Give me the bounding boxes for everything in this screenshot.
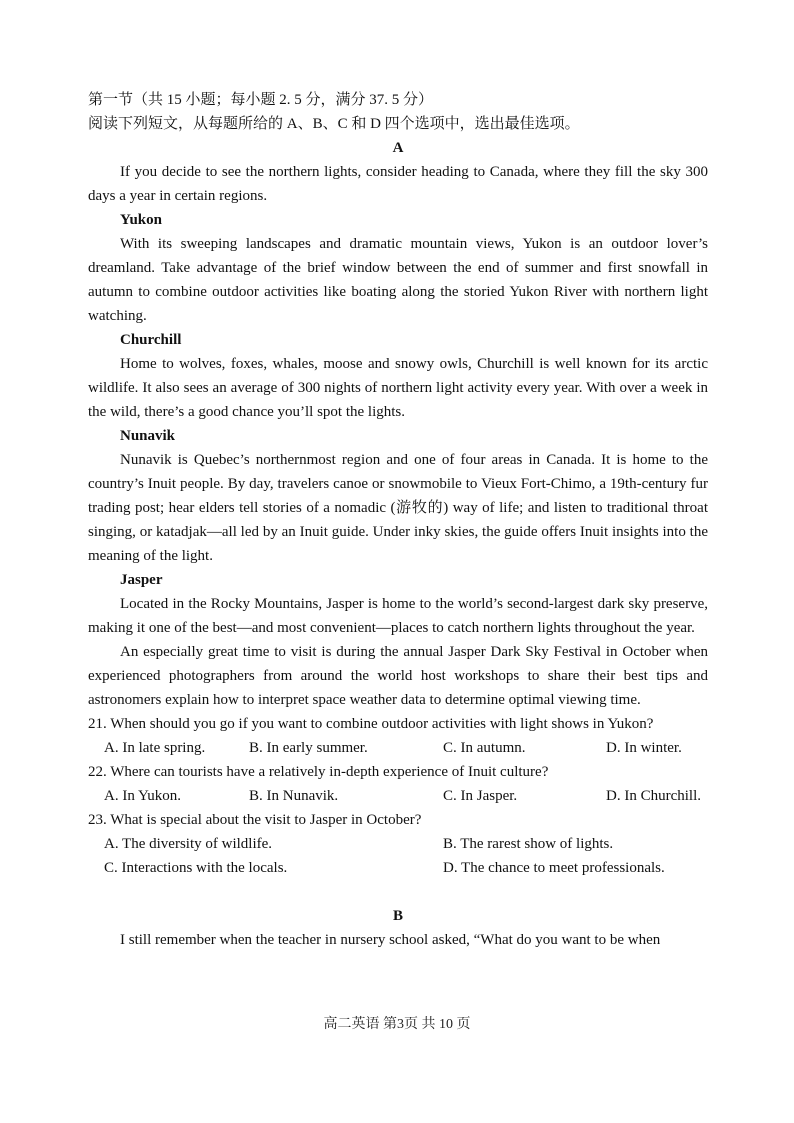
question-23-option-d: D. The chance to meet professionals. <box>443 860 665 876</box>
page-content <box>88 88 708 952</box>
question-21-option-d: D. In winter. <box>606 740 682 756</box>
section-heading-yukon: Yukon <box>120 212 162 228</box>
question-23-options-row-1 <box>88 832 708 856</box>
question-22-option-c: C. In Jasper. <box>443 788 518 804</box>
question-21-options <box>88 736 708 760</box>
question-22-stem: 22. Where can tourists have a relatively in-depth experience of Inuit culture? <box>88 764 549 780</box>
section-paragraph-yukon: With its sweeping landscapes and dramatic mountain views, Yukon is an outdoor lover’s dreamland. Take advantage of the brief window between the end of summer and first snowfall in autumn to combine outdoor activities like boating along the storied Yukon River with northern light watching. <box>88 236 708 324</box>
question-23-stem: 23. What is special about the visit to Jasper in October? <box>88 812 422 828</box>
passage-a-title: A <box>392 140 404 156</box>
question-22-options <box>88 784 708 808</box>
question-23-option-a: A. The diversity of wildlife. <box>104 836 273 852</box>
question-21-option-c: C. In autumn. <box>443 740 526 756</box>
instructions: 阅读下列短文，从每题所给的 A、B、C 和 D 四个选项中，选出最佳选项。 <box>88 116 580 132</box>
section-spacer <box>88 880 708 904</box>
question-23-options-row-2 <box>88 856 708 880</box>
question-21-option-b: B. In early summer. <box>249 740 368 756</box>
question-23-option-c: C. Interactions with the locals. <box>104 860 288 876</box>
question-22-option-a: A. In Yukon. <box>104 788 181 804</box>
section-paragraph-churchill: Home to wolves, foxes, whales, moose and snowy owls, Churchill is well known for its arctic wildlife. It also sees an average of 300 nights of northern light activity every year. With over a week in the wild, there’s a good chance you’ll spot the lights. <box>88 356 708 420</box>
page-footer: 高二英语 第3页 共 10 页 <box>323 1017 471 1032</box>
passage-a-intro: If you decide to see the northern lights, consider heading to Canada, where they fill the sky 300 days a year in certain regions. <box>88 164 708 204</box>
section-heading-jasper: Jasper <box>120 572 163 588</box>
section-paragraph-jasper-2: An especially great time to visit is during the annual Jasper Dark Sky Festival in October when experienced photographers from around the world host workshops to share their best tips and astronomers explain how to interpret space weather data to determine optimal viewing time. <box>88 644 708 708</box>
question-21-stem: 21. When should you go if you want to combine outdoor activities with light shows in Yukon? <box>88 716 654 732</box>
question-22-option-b: B. In Nunavik. <box>249 788 339 804</box>
question-21-option-a: A. In late spring. <box>104 740 206 756</box>
section-paragraph-jasper-1: Located in the Rocky Mountains, Jasper is home to the world’s second-largest dark sky preserve, making it one of the best—and most convenient—places to catch northern lights throughout the year. <box>88 596 708 636</box>
passage-b-first-line: I still remember when the teacher in nursery school asked, “What do you want to be when <box>120 932 661 948</box>
question-23-option-b: B. The rarest show of lights. <box>443 836 614 852</box>
section-paragraph-nunavik: Nunavik is Quebec’s northernmost region and one of four areas in Canada. It is home to the country’s Inuit people. By day, travelers canoe or snowmobile to Vieux Fort-Chimo, a 19th-century fur trading post; hear elders tell stories of a nomadic (游牧的) way of life; and listen to traditional throat singing, or katadjak—all led by an Inuit guide. Under inky skies, the guide offers Inuit insights into the meaning of the light. <box>88 452 708 564</box>
section-heading-churchill: Churchill <box>120 332 182 348</box>
passage-b-title: B <box>392 908 403 924</box>
section-heading-nunavik: Nunavik <box>120 428 176 444</box>
section-header: 第一节（共 15 小题；每小题 2. 5 分，满分 37. 5 分） <box>88 92 434 108</box>
question-22-option-d: D. In Churchill. <box>606 788 701 804</box>
